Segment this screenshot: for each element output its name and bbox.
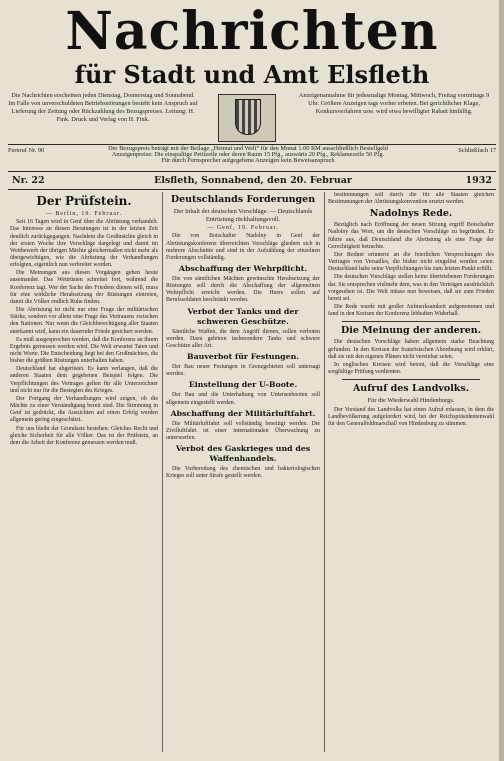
article-column-three [328, 192, 494, 752]
publication-info: Die Nachrichten erscheinen jeden Dienstag, Donnerstag und Sonnabend. Im Falle von unverschuldeten Betriebsstörungen besteht kein Anspruch auf Lieferung der Zeitung oder Rückzahlung des Bezugspreises. Leitung: H. Fink. Druck und Verlag von H. Fink. [8, 92, 198, 123]
masthead [0, 1, 504, 62]
dateline [8, 174, 496, 188]
article-heading: Deutschlands Forderungen [170, 194, 316, 205]
section-heading: Einstellung der U-Boote. [188, 380, 298, 390]
info-bar [8, 92, 494, 142]
paragraph: Die Abrüstung ist nicht nur eine Frage der militärischen Stärke, sondern vor allem eine Frage des Vertrauens zwischen den Nationen. Nur wenn die Gleichberechtigung aller Staaten anerkannt wird, kann ein dauernder Friede gesichert werden. [10, 307, 158, 335]
price-line [8, 145, 496, 164]
column-rule [162, 192, 163, 752]
article-heading: Die Meinung der anderen. [340, 325, 482, 337]
paragraph: Die Militärluftfahrt soll vollständig beseitigt werden. Die Zivilluftfahrt ist einer internationalen Überwachung zu unterwerfen. [166, 420, 320, 442]
paragraph: Bezüglich nach Eröffnung der neuen Sitzung ergriff Botschafter Nadolny das Wort, um die deutschen Vorschläge zu begründen. Er führte aus, daß Deutschland die Abrüstung als eine Frage der Gerechtigkeit betrachte. [328, 222, 494, 250]
coat-of-arms-icon [218, 94, 276, 142]
paragraph: Die deutschen Vorschläge stellen keine übertriebenen Forderungen dar. Sie entsprechen vielmehr dem, was in den Verträgen ausdrücklich vorgesehen ist. Die Welt müsse nun beweisen, daß sie zum Frieden bereit sei. [328, 274, 494, 302]
article-byline: — Berlin, 19. Februar. [45, 211, 123, 217]
paragraph: Die Meinungen aus diesen Vorgängen gehen heute auseinander. Das Wettrüsten schreitet fort, während die Konferenz tagt. Wer der Sache des Friedens dienen will, muss für eine wirkliche Herabsetzung der Rüstungen eintreten, damit die Völker endlich Ruhe finden. [10, 270, 158, 305]
paragraph: Seit 16 Tagen wird in Genf über die Abrüstung verhandelt. Das Interesse an diesen Beratungen ist in der letzten Zeit deutlich zurückgegangen. Nachdem die Großmächte gleich in der ersten Woche ihre Vorschläge dargelegt und damit im Wettbewerb der übrigen Mächte gleichermaßen nicht mehr als übergewichtigen, wie die Abrüstung der Verhandlungen erfolgten, eigentlich nun verbreitet worden. [10, 219, 158, 269]
paragraph: Die Vorbereitung des chemischen und bakteriologischen Krieges soll unter Strafe gestellt werden. [166, 466, 320, 480]
article-heading: Nadolnys Rede. [369, 208, 453, 220]
issue-date: Elsfleth, Sonnabend, den 20. Februar [154, 175, 352, 186]
subscription-price: Der Bezugspreis beträgt mit der Beilage „Heimat und Welt“ für den Monat 1.00 RM ausschließlich Bestellgeld [108, 145, 388, 152]
article-heading: Der Prüfstein. [36, 194, 132, 208]
paragraph: Der Bau neuer Festungen in Grenzgebieten soll untersagt werden. [166, 364, 320, 378]
paragraph: Der Vorstand des Landvolks hat einen Aufruf erlassen, in dem die Landbevölkerung aufgefordert wird, bei der Reichspräsidentenwahl für den Generalfeldmarschall von Hindenburg zu stimmen. [328, 406, 494, 428]
section-heading: Verbot der Tanks und der schweren Geschütze. [187, 306, 299, 326]
article-subheading: Der Inhalt der deutschen Vorschläge. — Deutschlands Entrüstung rückhaltungsvoll. [173, 208, 313, 223]
article-pruefstein [10, 192, 158, 752]
divider [342, 379, 480, 380]
divider [8, 189, 496, 190]
article-forderungen [166, 192, 320, 752]
section-heading: Abschaffung der Wehrpflicht. [178, 264, 308, 274]
column-rule [324, 192, 325, 752]
paragraph: Die von Botschafter Nadolny in Genf der Abrüstungskonferenz überreichten Vorschläge gliedern sich in mehrere Abschnitte und sind in der Aufzählung der einzelnen Forderungen vollständig. [166, 233, 320, 261]
issue-number: Nr. 22 [12, 175, 45, 186]
paragraph: Sämtliche Waffen, die dem Angriff dienen, sollen verboten werden. Dazu gehören insbesondere Tanks und schwere Geschütze aller Art. [166, 328, 320, 349]
article-heading: Aufruf des Landvolks. [352, 383, 470, 395]
divider [342, 321, 480, 322]
article-byline: — Genf, 19. Februar. [207, 225, 279, 232]
paragraph: Es muß ausgesprochen werden, daß die Konferenz an ihrem Ergebnis gemessen werden wird. Die Welt erwartet Taten und nicht Worte. Die Entscheidung liegt bei den Großmächten, die bisher die größten Rüstungen unterhalten haben. [10, 336, 158, 365]
paragraph: Für uns bleibt der Grundsatz bestehen: Gleiches Recht und gleiche Sicherheit für alle Völker. Das ist der Prüfstein, an dem die Arbeit der Konferenz gemessen werden muß. [10, 425, 158, 446]
paragraph: Deutschland hat abgerüstet. Es kann verlangen, daß die anderen Staaten dem gegebenen Beispiel folgen. Die Verpflichtungen des Vertrages gelten für alle Unterzeichner und nicht nur für die Besiegten des Krieges. [10, 366, 158, 394]
masthead-subtitle: für Stadt und Amt Elsfleth [74, 60, 430, 89]
paragraph: Der Bau und die Unterhaltung von Unterseebooten soll allgemein eingestellt werden. [166, 392, 320, 406]
masthead-title: Nachrichten [65, 1, 439, 62]
issue-year: 1932 [465, 175, 492, 186]
section-heading: Abschaffung der Militärluftfahrt. [170, 408, 316, 418]
paragraph: Die Rede wurde mit großer Aufmerksamkeit aufgenommen und fand in den Kreisen der Konferenz lebhaften Widerhall. [328, 304, 494, 318]
page-edge [499, 0, 504, 761]
paragraph: Der Fortgang der Verhandlungen wird zeigen, ob die Mächte zu einer Verständigung bereit sind. Die Stimmung in Genf ist gedrückt, die Aussichten auf einen Erfolg werden allgemein gering eingeschätzt. [10, 395, 158, 424]
advertising-info: Anzeigenannahme für jedesmalige Montag, Mittwoch, Freitag vormittags 9 Uhr. Größere Anzeigen tags vorher erbeten. Bei gerichtlicher Klage, Konkursverfahren usw. wird etwa bewilligter Rabatt hinfällig. [298, 92, 490, 115]
article-subheading: Für die Wiederwahl Hindenburgs. [367, 397, 455, 405]
paragraph: Der Redner erinnerte an die feierlichen Versprechungen des Vertrages von Versailles, die bisher nicht eingelöst worden seien. Deutschland habe seine Verpflichtungen bis zum letzten Punkt erfüllt. [328, 251, 494, 273]
paragraph: Die deutschen Vorschläge haben allgemein starke Beachtung gefunden. In den Kreisen der französischen Abordnung wird erklärt, daß sie mit den eigenen Plänen nicht vereinbar seien. [328, 339, 494, 360]
phone-number: Fernruf Nr. 90 [8, 147, 45, 154]
paragraph: bestimmungen soll durch die für alle Staaten gleichen Bestimmungen der Abrüstungskonvention ersetzt werden. [328, 192, 494, 206]
phone-ads-note: Für durch Fernsprecher aufgegebene Anzeigen kein Beweisanspruch [161, 157, 335, 164]
advertising-price: Anzeigenpreise: Die einspaltige Petitzeile oder deren Raum 15 Pfg., auswärts 20 Pfg., Reklamezeile 50 Pfg. [111, 151, 385, 158]
section-heading: Bauverbot für Festungen. [187, 352, 299, 362]
paragraph: Die von sämtlichen Mächten gewünschte Herabsetzung der Rüstungen soll durch die Abschaffung der allgemeinen Wehrpflicht erreicht werden. Die Heere sollen auf Berufssoldaten beschränkt werden. [166, 276, 320, 304]
paragraph: In englischen Kreisen wird betont, daß die Vorschläge eine sorgfältige Prüfung verdienten. [328, 361, 494, 375]
section-heading: Verbot des Gaskrieges und des Waffenhandels. [175, 444, 311, 464]
divider [8, 171, 496, 172]
po-box: Schließfach 17 [458, 147, 496, 154]
